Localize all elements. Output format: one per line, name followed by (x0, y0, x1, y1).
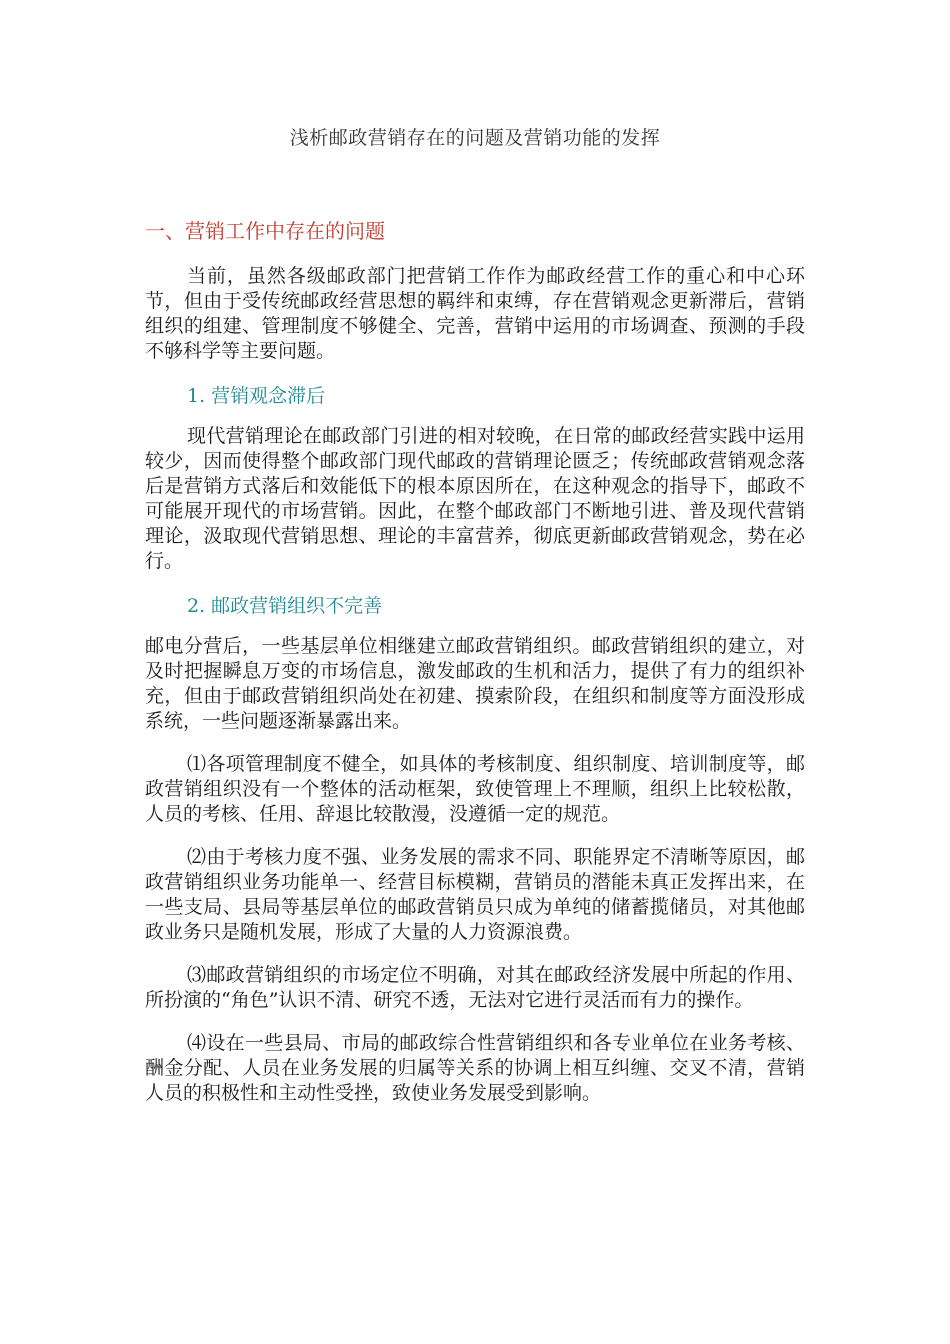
subsection-2-paragraph: 邮电分营后，一些基层单位相继建立邮政营销组织。邮政营销组织的建立，对及时把握瞬息万变的市场信息，激发邮政的生机和活力，提供了有力的组织补充，但由于邮政营销组织尚处在初建、摸索阶段，在组织和制度等方面没形成系统，一些问题逐渐暴露出来。 (145, 635, 805, 732)
subsection-heading-1: 1. 营销观念滞后 (187, 385, 326, 407)
document-title: 浅析邮政营销存在的问题及营销功能的发挥 (289, 127, 661, 149)
point-1-paragraph: ⑴各项管理制度不健全，如具体的考核制度、组织制度、培训制度等，邮政营销组织没有一个整体的活动框架，致使管理上不理顺，组织上比较松散，人员的考核、任用、辞退比较散漫，没遵循一定的规范。 (145, 753, 805, 825)
point-4-paragraph: ⑷设在一些县局、市局的邮政综合性营销组织和各专业单位在业务考核、酬金分配、人员在业务发展的归属等关系的协调上相互纠缠、交叉不清，营销人员的积极性和主动性受挫，致使业务发展受到影响。 (145, 1032, 805, 1104)
section-heading-1: 一、营销工作中存在的问题 (145, 219, 385, 243)
document-body (145, 216, 805, 1124)
intro-paragraph: 当前，虽然各级邮政部门把营销工作作为邮政经营工作的重心和中心环节，但由于受传统邮政经营思想的羁绊和束缚，存在营销观念更新滞后，营销组织的组建、管理制度不够健全、完善，营销中运用的市场调查、预测的手段不够科学等主要问题。 (145, 265, 805, 362)
point-3-paragraph: ⑶邮政营销组织的市场定位不明确，对其在邮政经济发展中所起的作用、所扮演的“角色”认识不清、研究不透，无法对它进行灵活而有力的操作。 (145, 964, 805, 1011)
subsection-heading-2: 2. 邮政营销组织不完善 (187, 595, 383, 617)
subsection-1-paragraph: 现代营销理论在邮政部门引进的相对较晚，在日常的邮政经营实践中运用较少，因而使得整个邮政部门现代邮政的营销理论匮乏；传统邮政营销观念落后是营销方式落后和效能低下的根本原因所在，在这种观念的指导下，邮政不可能展开现代的市场营销。因此，在整个邮政部门不断地引进、普及现代营销理论，汲取现代营销思想、理论的丰富营养，彻底更新邮政营销观念，势在必行。 (145, 425, 805, 572)
point-2-paragraph: ⑵由于考核力度不强、业务发展的需求不同、职能界定不清晰等原因，邮政营销组织业务功能单一、经营目标模糊，营销员的潜能未真正发挥出来，在一些支局、县局等基层单位的邮政营销员只成为单纯的储蓄揽储员，对其他邮政业务只是随机发展，形成了大量的人力资源浪费。 (145, 846, 805, 943)
